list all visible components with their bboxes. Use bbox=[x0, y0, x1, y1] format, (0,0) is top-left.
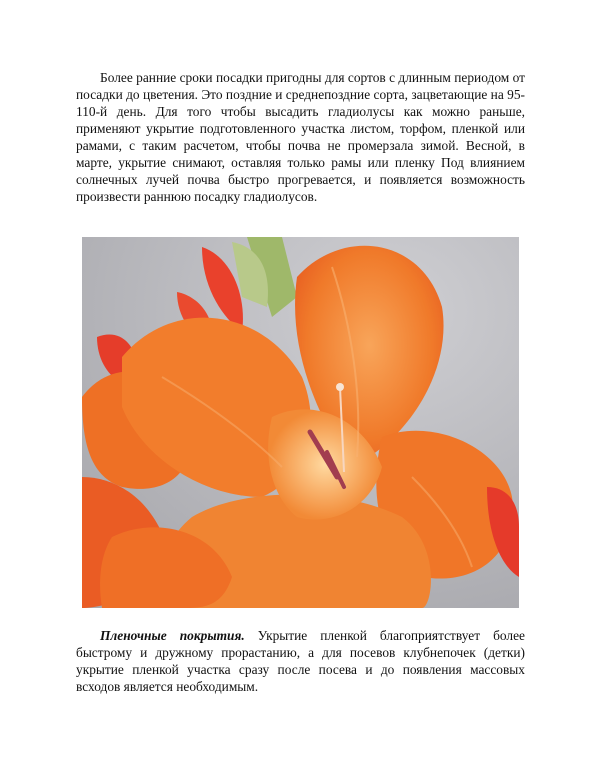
section-body-text: Укрытие пленкой благоприятствует более быстрому и дружному прорастанию, а для посевов клубнепочек (детки) укрытие пленкой участка сразу после посева и до появления массовых всходов является необходимым. bbox=[76, 628, 525, 694]
body-paragraph-1: Более ранние сроки посадки пригодны для сортов с длинным периодом от посадки до цветения. Это поздние и среднепоздние сорта, зацветающие на 95-110-й день. Для того чтобы высадить гладиолусы как можно раньше, применяют укрытие подготовленного участка листом, торфом, пленкой или рамами, с таким расчетом, чтобы почва не промерзала зимой. Весной, в марте, укрытие снимают, оставляя только рамы или пленку Под влиянием солнечных лучей почва быстро прогревается, и появляется возможность произвести раннюю посадку гладиолусов. bbox=[76, 70, 525, 204]
body-paragraph-2 bbox=[76, 627, 525, 695]
section-lead-heading: Пленочные покрытия. bbox=[100, 628, 245, 643]
gladiolus-photo bbox=[82, 237, 519, 608]
